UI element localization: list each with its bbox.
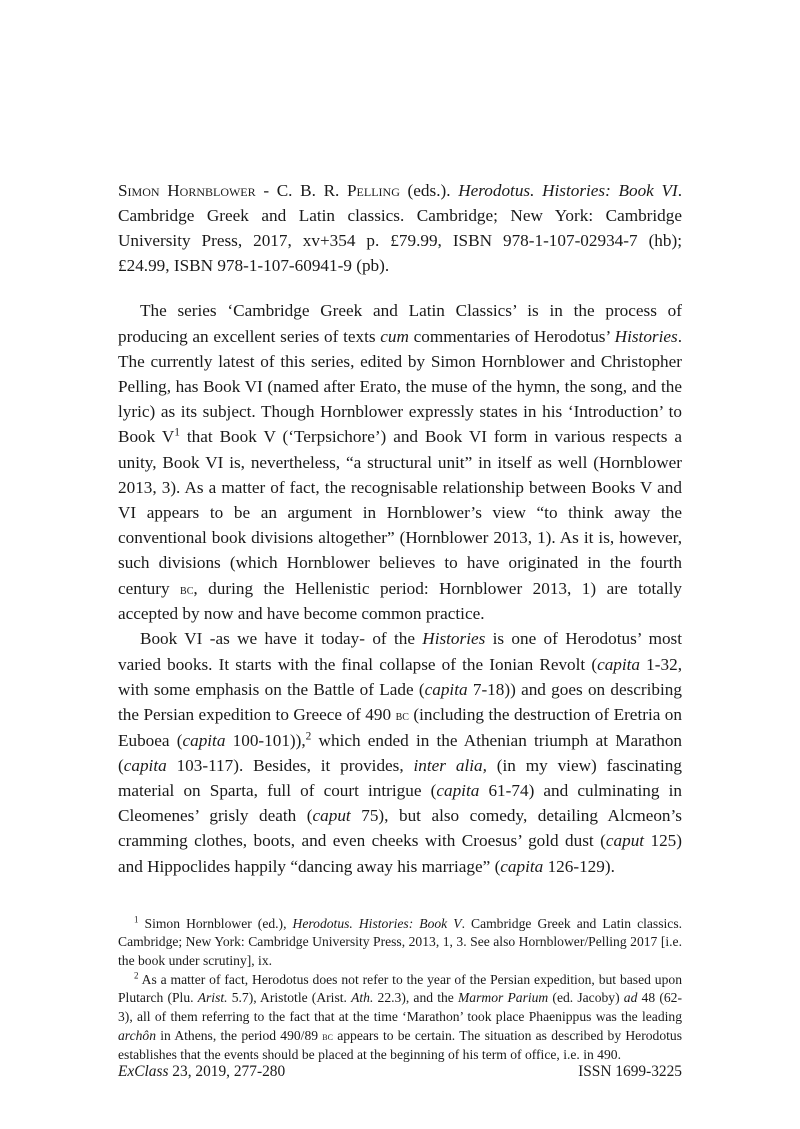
author-one-first: Simon xyxy=(118,181,160,200)
p2-caput-2: caput xyxy=(605,831,645,851)
p2-capita-5: capita xyxy=(436,780,480,800)
page-footer xyxy=(118,1063,682,1081)
p1-text-3: . The currently latest of this series, edited by Simon Hornblower and Christopher Pelling, has Book VI (named after Erato, the muse of the hymn, the song, and the lyric) as its subject. Though Hornblower expressly states in his ‘Introduction’ to Book V xyxy=(118,326,682,447)
p2-text-8: 103-117). Besides, it provides, xyxy=(166,755,414,775)
footnote-ref-1[interactable]: 1 xyxy=(174,426,180,439)
fn2-archon: archôn xyxy=(118,1027,157,1043)
author-two-last: Pelling xyxy=(347,181,400,200)
p2-histories: Histories xyxy=(422,629,486,649)
journal-citation xyxy=(118,1063,285,1081)
footnote-2-marker: 2 xyxy=(134,970,139,981)
fn2-text-1: As a matter of fact, Herodotus does not refer to the year of the Persian expedition, but based upon Plutarch (Plu. xyxy=(118,971,682,1006)
p2-text-6: 100-101)), xyxy=(225,730,306,750)
journal-volume-pages: 23, 2019, 277-280 xyxy=(168,1063,286,1080)
fn2-ath: Ath. xyxy=(351,990,374,1006)
fn2-text-4: (ed. Jacoby) xyxy=(548,990,624,1006)
paragraph-two xyxy=(118,626,682,878)
fn1-text-2: . Cambridge Greek and Latin classics. Cambridge; New York: Cambridge University Press, 2013, 1, 3. See also Hornblower/Pelling 2017 [i.e. the book under scrutiny], ix. xyxy=(118,915,683,969)
fn2-arist: Arist. xyxy=(197,990,228,1006)
author-two-first: C. B. R. xyxy=(276,181,347,200)
p1-text-4: that Book V (‘Terpsichore’) and Book VI form in various respects a unity, Book VI is, nevertheless, “a structural unit” in itself as well (Hornblower 2013, 3). As a matter of fact, the recognisable relationship between Books V and VI appears to be an argument in Hornblower’s view “to think away the conventional book divisions altogether” (Hornblower 2013, 1). As it is, however, such divisions (which Hornblower believes to have originated in the fourth century xyxy=(118,427,682,598)
p2-text-11: 75), but also comedy, detailing Alcmeon’s cramming clothes, boots, and even cheeks with Croesus’ gold dust ( xyxy=(118,806,682,851)
p1-text-1: The series ‘Cambridge Greek and Latin Classics’ is in the process of producing an excellent series of texts xyxy=(118,301,682,346)
p2-bc: bc xyxy=(395,707,409,724)
p2-capita-1: capita xyxy=(597,654,641,674)
p2-caput-1: caput xyxy=(312,806,351,826)
p2-text-12: 125) and Hippoclides happily “dancing away his marriage” ( xyxy=(118,831,682,876)
p2-text-13: 126-129). xyxy=(543,856,615,876)
fn2-text-5: 48 (62-3), all of them referring to the fact that at the time ‘Marathon’ took place Phaenippus was the leading xyxy=(118,990,682,1025)
p2-capita-6: capita xyxy=(500,856,544,876)
review-heading xyxy=(118,178,682,278)
p2-text-4: 7-18)) and goes on describing the Persian expedition to Greece of 490 xyxy=(118,679,682,724)
p1-bc: bc xyxy=(180,581,194,598)
p2-text-2: is one of Herodotus’ most varied books. It starts with the final collapse of the Ionian Revolt ( xyxy=(118,629,682,674)
book-title: Herodotus. Histories: Book VI xyxy=(458,181,678,200)
author-separator: - xyxy=(255,181,277,200)
p1-text-2: commentaries of Herodotus’ xyxy=(408,326,615,346)
author-one-last: Hornblower xyxy=(167,181,256,200)
journal-name: ExClass xyxy=(118,1063,169,1080)
p1-text-5: , during the Hellenistic period: Hornblower 2013, 1) are totally accepted by now and have become common practice. xyxy=(118,578,682,624)
p2-text-7: which ended in the Athenian triumph at Marathon ( xyxy=(118,730,683,775)
fn1-title: Herodotus. Histories: Book V xyxy=(292,915,462,931)
issn: ISSN 1699-3225 xyxy=(578,1063,682,1080)
fn2-text-7: appears to be certain. The situation as described by Herodotus establishes that the events should be placed at the beginning of his term of office, i.e. in 490. xyxy=(118,1027,682,1062)
paragraph-one xyxy=(118,298,682,626)
footnote-1-marker: 1 xyxy=(134,914,139,925)
fn2-bc: bc xyxy=(322,1029,333,1043)
imprint-details: . Cambridge Greek and Latin classics. Cambridge; New York: Cambridge University Press, 2017, xv+354 p. £79.99, ISBN 978-1-107-02934-7 (hb); £24.99, ISBN 978-1-107-60941-9 (pb). xyxy=(118,181,682,276)
p2-text-3: 1-32, with some emphasis on the Battle of Lade ( xyxy=(118,654,682,699)
fn2-ad: ad xyxy=(623,990,638,1006)
footnote-1 xyxy=(118,915,682,971)
footnote-ref-2[interactable]: 2 xyxy=(305,729,312,742)
p2-capita-4: capita xyxy=(123,755,167,775)
p2-text-1: Book VI -as we have it today- of the xyxy=(140,629,423,649)
editors-label: (eds.). xyxy=(399,181,459,200)
fn2-text-3: 22.3), and the xyxy=(373,990,458,1006)
p2-text-9: (in my view) fascinating material on Sparta, full of court intrigue ( xyxy=(118,755,682,800)
p2-inter-alia: inter alia, xyxy=(413,755,487,775)
p2-text-10: 61-74) and culminating in Cleomenes’ grisly death ( xyxy=(118,780,682,826)
review-body xyxy=(118,298,682,878)
fn1-text-1: Simon Hornblower (ed.), xyxy=(138,915,293,931)
p1-histories: Histories xyxy=(614,326,678,346)
fn2-text-6: in Athens, the period 490/89 xyxy=(156,1027,323,1043)
fn2-text-2: 5.7), Aristotle (Arist. xyxy=(227,990,352,1006)
p2-capita-3: capita xyxy=(182,730,226,750)
p2-text-5: (including the destruction of Eretria on Euboea ( xyxy=(118,704,682,750)
footnote-2 xyxy=(118,971,682,1064)
footnotes-section xyxy=(118,915,682,1065)
p1-cum: cum xyxy=(380,326,409,346)
p2-capita-2: capita xyxy=(424,679,468,699)
fn2-marmor: Marmor Parium xyxy=(457,990,549,1006)
